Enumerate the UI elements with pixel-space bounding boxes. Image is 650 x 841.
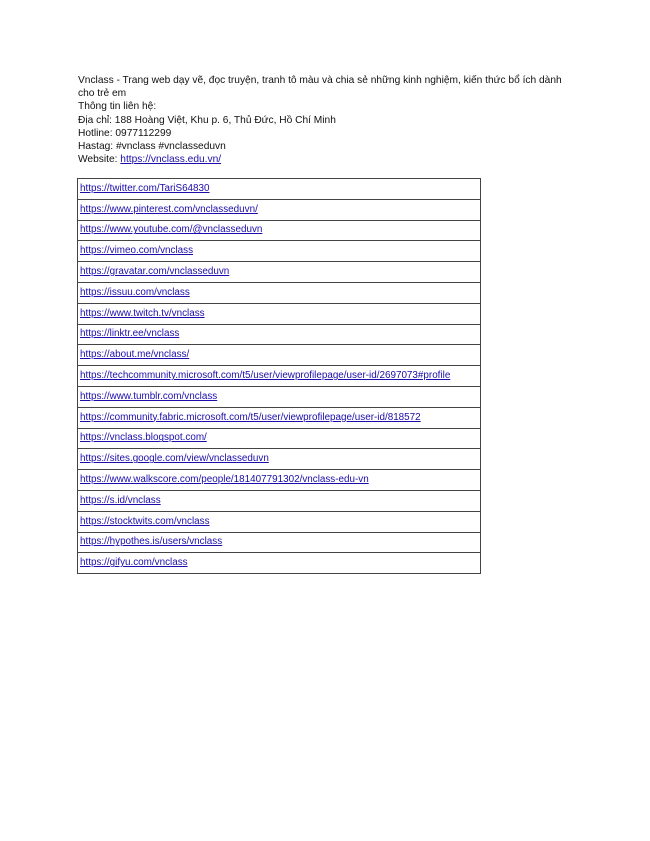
table-cell: [78, 532, 481, 553]
link-blogspot[interactable]: https://vnclass.blogspot.com/: [80, 432, 207, 444]
link-google-sites[interactable]: https://sites.google.com/view/vnclasseduvn: [80, 453, 269, 465]
table-row: [78, 324, 481, 345]
link-gifyu[interactable]: https://gifyu.com/vnclass: [80, 557, 188, 569]
table-row: [78, 470, 481, 491]
contact-hashtag: Hastag: #vnclass #vnclasseduvn: [78, 141, 226, 153]
link-fabric-community[interactable]: https://community.fabric.microsoft.com/t5/user/viewprofilepage/user-id/818572: [80, 411, 421, 423]
contact-heading: Thông tin liên hệ:: [78, 101, 157, 113]
contact-address: Địa chỉ: 188 Hoàng Việt, Khu p. 6, Thủ Đức, Hồ Chí Minh: [78, 114, 336, 126]
link-stocktwits[interactable]: https://stocktwits.com/vnclass: [80, 515, 210, 527]
contact-website: [78, 153, 578, 166]
table-row: [78, 282, 481, 303]
website-label: Website:: [78, 154, 121, 166]
table-cell: [78, 324, 481, 345]
table-row: [78, 199, 481, 220]
link-aboutme[interactable]: https://about.me/vnclass/: [80, 349, 190, 361]
table-cell: [78, 511, 481, 532]
links-table: [77, 178, 481, 574]
link-tumblr[interactable]: https://www.tumblr.com/vnclass: [80, 390, 218, 402]
table-cell: [78, 386, 481, 407]
intro-block: [78, 74, 578, 166]
table-row: [78, 262, 481, 283]
table-cell: [78, 262, 481, 283]
table-cell: [78, 303, 481, 324]
table-cell: [78, 428, 481, 449]
table-row: [78, 511, 481, 532]
table-cell: [78, 241, 481, 262]
table-row: [78, 428, 481, 449]
table-row: [78, 449, 481, 470]
table-cell: [78, 366, 481, 387]
link-twitch[interactable]: https://www.twitch.tv/vnclass: [80, 307, 205, 319]
table-row: [78, 179, 481, 200]
link-twitter[interactable]: https://twitter.com/TariS64830: [80, 182, 210, 194]
table-row: [78, 345, 481, 366]
table-cell: [78, 407, 481, 428]
table-cell: [78, 449, 481, 470]
table-row: [78, 490, 481, 511]
link-linktree[interactable]: https://linktr.ee/vnclass: [80, 328, 180, 340]
table-row: [78, 407, 481, 428]
link-gravatar[interactable]: https://gravatar.com/vnclasseduvn: [80, 266, 230, 278]
table-row: [78, 303, 481, 324]
table-cell: [78, 490, 481, 511]
table-cell: [78, 470, 481, 491]
link-techcommunity[interactable]: https://techcommunity.microsoft.com/t5/user/viewprofilepage/user-id/2697073#profile: [80, 370, 451, 382]
link-hypothesis[interactable]: https://hypothes.is/users/vnclass: [80, 536, 223, 548]
contact-hotline: Hotline: 0977112299: [78, 127, 172, 139]
table-row: [78, 241, 481, 262]
link-pinterest[interactable]: https://www.pinterest.com/vnclasseduvn/: [80, 203, 258, 215]
link-issuu[interactable]: https://issuu.com/vnclass: [80, 286, 190, 298]
table-cell: [78, 220, 481, 241]
link-youtube[interactable]: https://www.youtube.com/@vnclasseduvn: [80, 224, 263, 236]
table-row: [78, 386, 481, 407]
website-link[interactable]: https://vnclass.edu.vn/: [120, 154, 222, 166]
table-cell: [78, 199, 481, 220]
intro-description: Vnclass - Trang web dạy vẽ, đọc truyện, tranh tô màu và chia sẻ những kinh nghiệm, kiến thức bổ ích dành cho trẻ em: [78, 75, 562, 100]
table-cell: [78, 179, 481, 200]
table-cell: [78, 282, 481, 303]
link-vimeo[interactable]: https://vimeo.com/vnclass: [80, 245, 194, 257]
table-row: [78, 366, 481, 387]
link-walkscore[interactable]: https://www.walkscore.com/people/181407791302/vnclass-edu-vn: [80, 474, 369, 486]
table-row: [78, 220, 481, 241]
table-cell: [78, 345, 481, 366]
table-row: [78, 553, 481, 574]
table-row: [78, 532, 481, 553]
table-cell: [78, 553, 481, 574]
link-sid[interactable]: https://s.id/vnclass: [80, 494, 161, 506]
